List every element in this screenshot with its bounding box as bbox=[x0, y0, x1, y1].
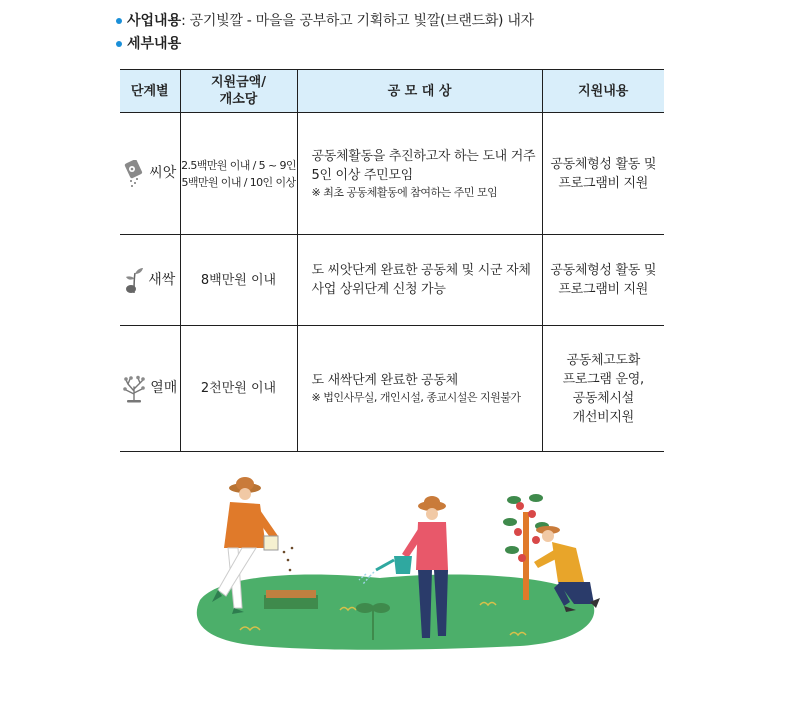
header-target: 공 모 대 상 bbox=[297, 70, 542, 113]
support-line3: 공동체시설 bbox=[572, 390, 634, 406]
support-plan-table bbox=[120, 69, 664, 452]
header-support: 지원내용 bbox=[542, 70, 664, 113]
bullet-dot-icon bbox=[116, 41, 122, 47]
stage-cell bbox=[120, 326, 180, 452]
amount-line1: 8백만원 이내 bbox=[200, 272, 277, 288]
target-note: ※ 법인사무실, 개인시설, 종교시설은 지원불가 bbox=[311, 391, 521, 404]
support-cell bbox=[542, 326, 664, 452]
target-line2: 5인 이상 주민모임 bbox=[311, 167, 413, 183]
seed-packet-icon bbox=[123, 160, 145, 188]
stage-cell bbox=[120, 235, 180, 326]
bullet-title: 사업내용 bbox=[127, 12, 182, 29]
bullet-list bbox=[116, 9, 534, 55]
support-line2: 프로그램비 지원 bbox=[558, 282, 649, 297]
table-row bbox=[120, 113, 664, 235]
table-header-row bbox=[120, 70, 664, 113]
support-cell bbox=[542, 113, 664, 235]
support-line4: 개선비지원 bbox=[572, 409, 634, 425]
header-stage: 단계별 bbox=[120, 70, 180, 113]
target-line1: 도 새싹단계 완료한 공동체 bbox=[311, 373, 458, 388]
target-line1: 도 씨앗단계 완료한 공동체 및 시군 자체 bbox=[311, 263, 531, 278]
stage-label: 씨앗 bbox=[149, 165, 177, 181]
support-line2: 프로그램비 지원 bbox=[558, 175, 649, 191]
amount-line1: 2.5백만원 이내 / 5 ~ 9인 bbox=[181, 158, 296, 172]
sprout-icon bbox=[124, 265, 144, 295]
header-amount bbox=[180, 70, 297, 113]
table-row bbox=[120, 326, 664, 452]
target-note: ※ 최초 공동체활동에 참여하는 주민 모임 bbox=[311, 185, 498, 199]
target-cell bbox=[297, 326, 542, 452]
support-line1: 공동체형성 활동 및 bbox=[550, 263, 657, 278]
header-amount-line1: 지원금액/ bbox=[211, 75, 266, 90]
amount-cell bbox=[180, 113, 297, 235]
bullet-business-content bbox=[116, 9, 534, 32]
header-amount-line2: 개소당 bbox=[219, 92, 258, 107]
stage-cell bbox=[120, 113, 180, 235]
amount-cell bbox=[180, 326, 297, 452]
table-row bbox=[120, 235, 664, 326]
target-cell bbox=[297, 235, 542, 326]
amount-line1: 2천만원 이내 bbox=[200, 381, 277, 396]
amount-line2: 5백만원 이내 / 10인 이상 bbox=[181, 175, 296, 189]
support-line1: 공동체고도화 bbox=[566, 352, 641, 368]
bullet-text: : 공기빛깔 - 마을을 공부하고 기획하고 빛깔(브랜드화) 내자 bbox=[181, 12, 534, 29]
target-line2: 사업 상위단계 신청 가능 bbox=[311, 282, 446, 297]
gardening-people-illustration bbox=[180, 470, 610, 670]
target-cell bbox=[297, 113, 542, 235]
bullet-title: 세부내용 bbox=[127, 35, 182, 52]
stage-label: 새싹 bbox=[148, 271, 176, 288]
support-cell bbox=[542, 235, 664, 326]
support-line2: 프로그램 운영, bbox=[562, 371, 644, 387]
bullet-dot-icon bbox=[116, 18, 122, 24]
support-line1: 공동체형성 활동 및 bbox=[550, 156, 657, 172]
target-line1: 공동체활동을 추진하고자 하는 도내 거주 bbox=[311, 148, 536, 164]
amount-cell bbox=[180, 235, 297, 326]
stage-label: 열매 bbox=[150, 380, 178, 396]
bullet-details bbox=[116, 32, 534, 55]
tree-icon bbox=[122, 375, 146, 403]
